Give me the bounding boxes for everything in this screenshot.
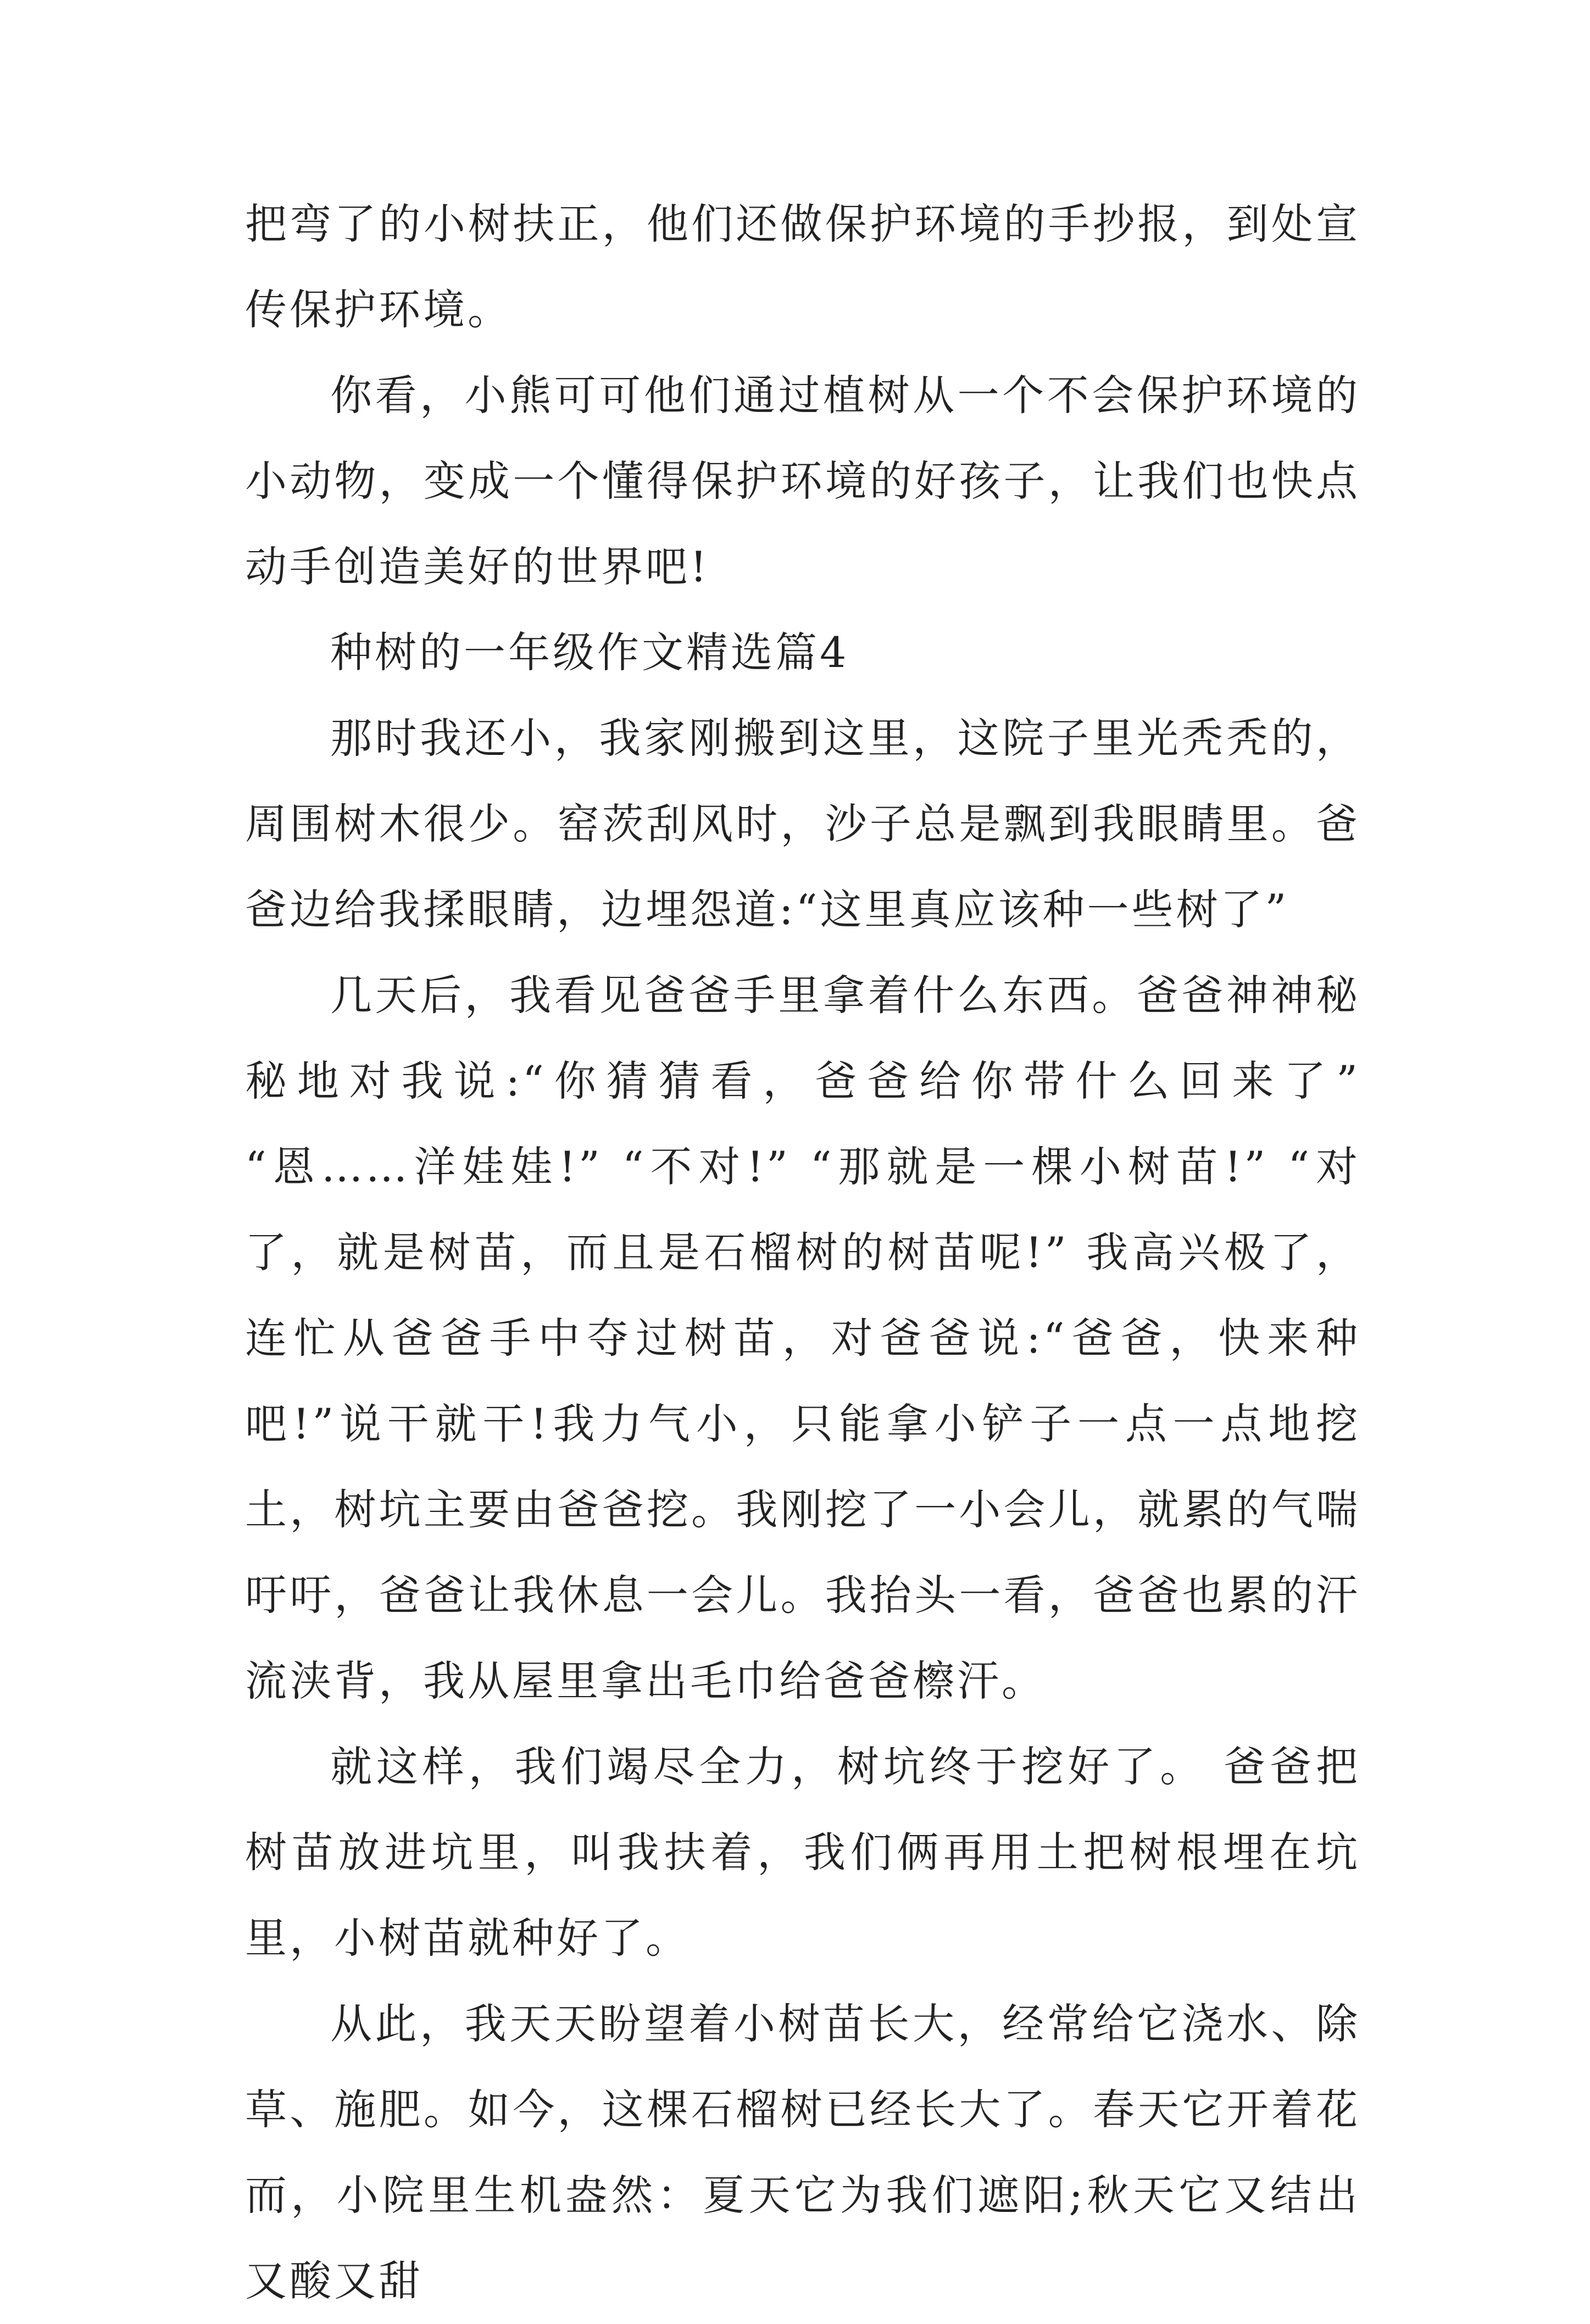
- paragraph-6: 从此，我天天盼望着小树苗长大，经常给它浇水、除草、施肥。如今，这棵石榴树已经长大了。春天它开着花而，小院里生机盎然：夏天它为我们遮阳;秋天它又结出又酸又甜: [245, 1999, 1360, 2305]
- paragraph-3: 那时我还小，我家刚搬到这里，这院子里光秃秃的，周围树木很少。窑茨刮风时，沙子总是飘到我眼睛里。爸爸边给我揉眼睛，边埋怨道:“这里真应该种一些树了”: [245, 714, 1360, 934]
- essay-text: [245, 181, 1360, 2324]
- essay-heading: 种树的一年级作文精选篇4: [330, 628, 849, 677]
- paragraph-2: 你看，小熊可可他们通过植树从一个不会保护环境的小动物，变成一个懂得保护环境的好孩子，让我们也快点动手创造美好的世界吧!: [245, 371, 1360, 591]
- paragraph-4: 几天后，我看见爸爸手里拿着什么东西。爸爸神神秘秘地对我说:“你猜猜看，爸爸给你带什么回来了” “恩……洋娃娃!” “不对!” “那就是一棵小树苗!” “对了，就是树苗，而且是石榴树的树苗呢!” 我高兴极了，连忙从爸爸手中夺过树苗，对爸爸说:“爸爸，快来种吧!”说干就干!我力气小，只能拿小铲子一点一点地挖土，树坑主要由爸爸挖。我刚挖了一小会儿，就累的气喘吁吁，爸爸让我休息一会儿。我抬头一看，爸爸也累的汗流浃背，我从屋里拿出毛巾给爸爸檫汗。: [245, 971, 1360, 1705]
- paragraph-5: 就这样，我们竭尽全力，树坑终于挖好了。 爸爸把树苗放进坑里，叫我扶着，我们俩再用土把树根埋在坑里，小树苗就种好了。: [245, 1742, 1360, 1962]
- paragraph-1: 把弯了的小树扶正，他们还做保护环境的手抄报，到处宣传保护环境。: [245, 199, 1360, 334]
